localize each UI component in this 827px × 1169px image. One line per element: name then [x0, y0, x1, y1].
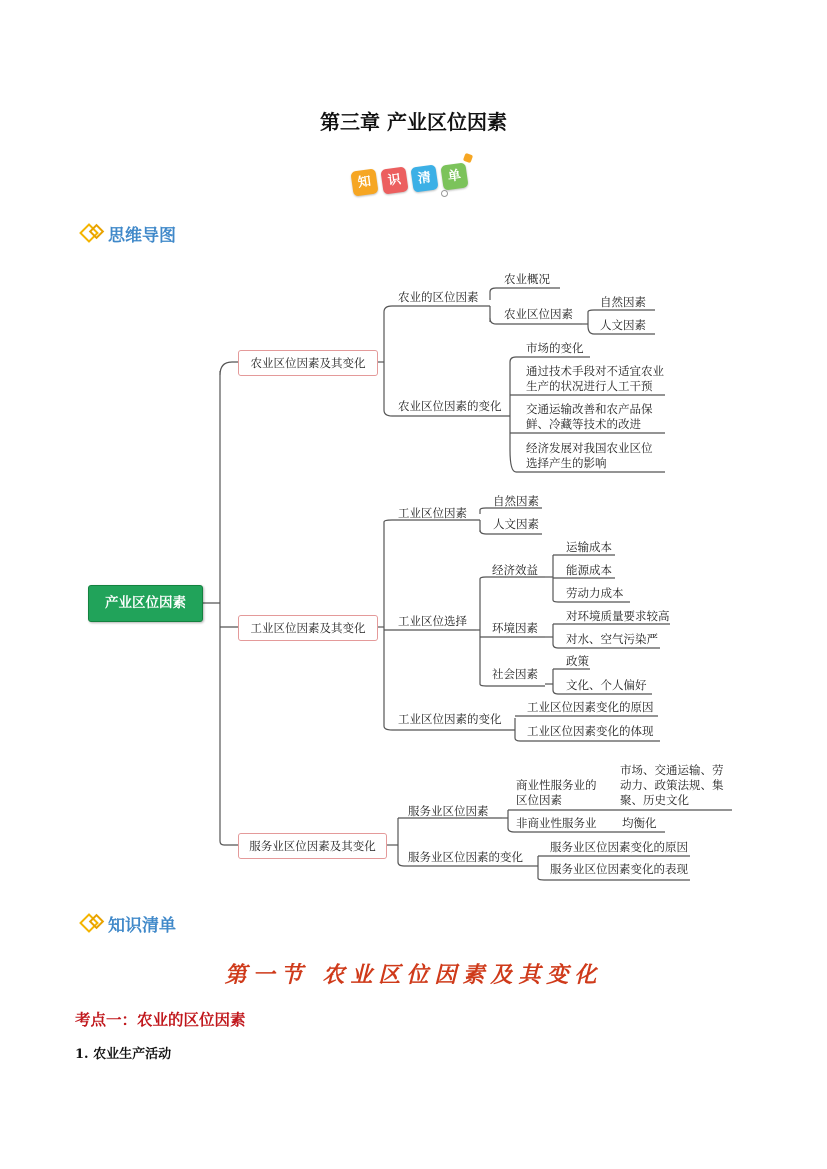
service-balanced: 均衡化: [622, 816, 657, 830]
badge-char-4: 单: [440, 162, 468, 190]
industry-environment: 环境因素: [492, 621, 538, 635]
industry-choice: 工业区位选择: [398, 614, 467, 628]
agri-location-factors: 农业区位因素: [504, 307, 573, 321]
agri-economy: 经济发展对我国农业区位选择产生的影响: [526, 441, 653, 470]
badge-char-2: 识: [380, 166, 408, 194]
service-noncommercial: 非商业性服务业: [516, 816, 597, 830]
agri-change: 农业区位因素的变化: [398, 399, 502, 413]
service-commercial-detail: 市场、交通运输、劳动力、政策法规、集聚、历史文化: [620, 763, 724, 807]
industry-factors: 工业区位因素: [398, 506, 467, 520]
industry-transport-cost: 运输成本: [566, 540, 612, 554]
agri-overview: 农业概况: [504, 272, 550, 286]
service-change: 服务业区位因素的变化: [408, 850, 523, 864]
industry-env-pollution: 对水、空气污染严: [566, 632, 658, 646]
section-knowledge-header: [82, 911, 202, 936]
service-change-reason: 服务业区位因素变化的原因: [550, 840, 688, 854]
agri-tech: 通过技术手段对不适宜农业生产的状况进行人工干预: [526, 364, 664, 393]
node-industry: 工业区位因素及其变化: [238, 615, 378, 641]
industry-env-high: 对环境质量要求较高: [566, 609, 670, 623]
industry-natural: 自然因素: [493, 494, 539, 508]
node-service: 服务业区位因素及其变化: [238, 833, 387, 859]
badge-char-1: 知: [350, 168, 378, 196]
industry-culture: 文化、个人偏好: [566, 678, 647, 692]
page-title: 第三章 产业区位因素: [320, 110, 507, 134]
section-title: 思维导图: [108, 226, 176, 246]
badge-char-3: 清: [410, 164, 438, 192]
industry-labor-cost: 劳动力成本: [566, 586, 624, 600]
agri-transport: 交通运输改善和农产品保鲜、冷藏等技术的改进: [526, 402, 653, 431]
mindmap-root-node: 产业区位因素: [88, 585, 203, 622]
node-agri: 农业区位因素及其变化: [238, 350, 378, 376]
industry-change-reason: 工业区位因素变化的原因: [527, 700, 654, 714]
industry-change-show: 工业区位因素变化的体现: [527, 724, 654, 738]
industry-social: 社会因素: [492, 667, 538, 681]
industry-energy-cost: 能源成本: [566, 563, 612, 577]
industry-policy: 政策: [566, 654, 589, 668]
service-factors: 服务业区位因素: [408, 804, 489, 818]
agri-natural: 自然因素: [600, 295, 646, 309]
industry-change: 工业区位因素的变化: [398, 712, 502, 726]
agri-market: 市场的变化: [526, 341, 584, 355]
chapter-section-title: 第一节 农业区位因素及其变化: [224, 962, 603, 988]
kaodian-heading: 考点一：农业的区位因素: [75, 1011, 246, 1029]
agri-human: 人文因素: [600, 318, 646, 332]
section-title: 知识清单: [108, 916, 176, 936]
industry-human: 人文因素: [493, 517, 539, 531]
subheading: 1. 农业生产活动: [75, 1047, 172, 1062]
service-commercial: 商业性服务业的区位因素: [516, 778, 597, 807]
agri-factors: 农业的区位因素: [398, 290, 479, 304]
service-change-show: 服务业区位因素变化的表现: [550, 862, 688, 876]
industry-econ-benefit: 经济效益: [492, 563, 538, 577]
